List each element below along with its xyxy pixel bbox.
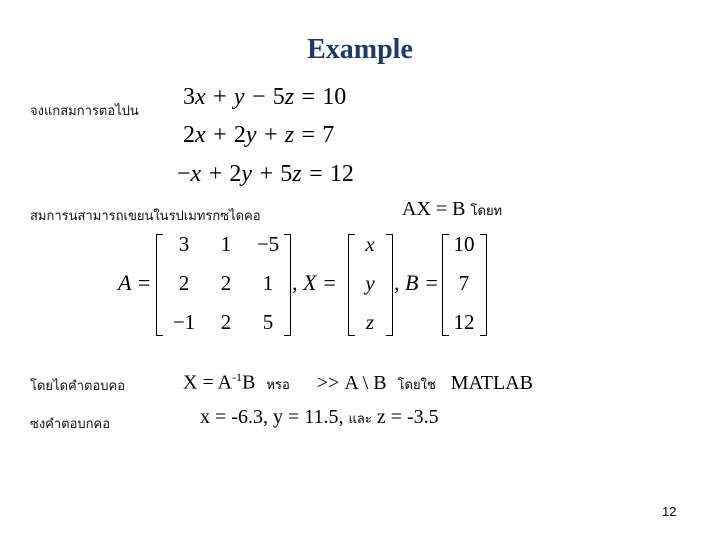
matrix-equation [110,228,500,338]
equation-2: 2x + 2y + z = 7 [183,122,335,148]
result-label: ซงคำตอบกคอ [30,417,111,432]
matrix-a-label: A = [118,270,152,295]
matrix-x-label: , X = [292,270,337,295]
matrix-a-cell: 1 [262,271,274,295]
matrix-b-right-bracket [480,234,487,336]
equation-1: 3x + y − 5z = 10 [183,84,347,110]
matrix-b-cell: 12 [453,310,475,334]
solution-formula: $X = A^{-1}B$ หรอ >> A \ B โดยใช MATLAB [183,370,534,394]
matrix-a-left-bracket [156,234,163,336]
equation-3: −x + 2y + 5z = 12 [177,161,354,187]
prompt-text: จงแกสมการตอไปน [30,104,139,119]
matrix-a-cell: 1 [220,232,232,256]
result-values: x = -6.3, y = 11.5, และ z = -3.5 [200,406,439,428]
matrix-form-label: AX = B โดยท [402,198,503,220]
matrix-x-cell: z [365,310,375,334]
matrix-a-cell: 2 [220,271,232,295]
matrix-a-right-bracket [284,234,291,336]
matrix-x-cell: y [365,271,375,295]
matrix-a-cell: 2 [220,310,232,334]
slide-title: Example [307,34,413,65]
matrix-a-cell: 3 [178,232,190,256]
matrix-a-cell: −1 [172,310,196,334]
matrix-a-cell: −5 [256,232,280,256]
answer-label: โดยไดคำตอบคอ [30,379,126,394]
matrix-b-label: , B = [394,270,439,295]
matrix-x-cell: x [365,232,375,256]
matrix-a-cell: 5 [262,310,274,334]
matrix-a-cell: 2 [178,271,190,295]
matrix-x-right-bracket [386,234,393,336]
matrix-b-cell: 10 [453,232,475,256]
page-number: 12 [662,504,677,519]
matrix-intro-text: สมการนสามารถเขยนในรปเมทรกซไดคอ [30,209,261,224]
matrix-b-cell: 7 [458,271,470,295]
